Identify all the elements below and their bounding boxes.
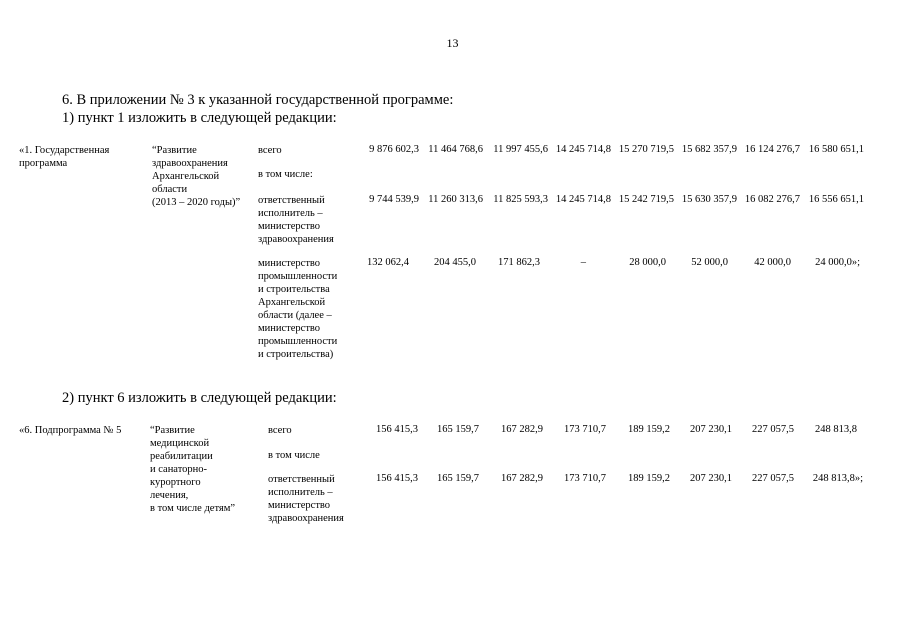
value-cell: 11 260 313,6 — [428, 194, 483, 205]
value-cell: 15 270 719,5 — [618, 144, 674, 155]
value-cell: 24 000,0»; — [815, 257, 860, 268]
row-label: всего — [258, 145, 282, 156]
value-cell: 156 415,3 — [376, 473, 418, 484]
value-cell: 16 556 651,1 — [808, 194, 864, 205]
value-cell: 16 082 276,7 — [744, 194, 800, 205]
value-cell: 173 710,7 — [564, 473, 606, 484]
value-cell: 207 230,1 — [690, 424, 732, 435]
value-cell: 227 057,5 — [752, 473, 794, 484]
section-heading: 6. В приложении № 3 к указанной государственной программе: — [62, 92, 454, 108]
page-number: 13 — [446, 36, 459, 50]
program-name: «1. Государственная программа — [19, 145, 110, 169]
program-title: “Развитие здравоохранения Архангельской области (2013 – 2020 годы)” — [152, 145, 241, 208]
row-label: ответственный исполнитель – министерство здравоохранения — [268, 474, 344, 524]
value-cell: 14 245 714,8 — [555, 144, 611, 155]
subsection-heading-2: 2) пункт 6 изложить в следующей редакции: — [62, 390, 337, 406]
value-cell: 165 159,7 — [437, 473, 479, 484]
value-cell: 248 813,8»; — [812, 473, 863, 484]
value-cell: 204 455,0 — [434, 257, 476, 268]
value-cell: 167 282,9 — [501, 473, 543, 484]
value-cell: 9 876 602,3 — [369, 144, 419, 155]
subprogram-name: «6. Подпрограмма № 5 — [19, 425, 122, 436]
value-cell: 173 710,7 — [564, 424, 606, 435]
row-label: министерство промышленности и строительства Архангельской области (далее – министерство промышленности и строительства) — [258, 258, 338, 360]
value-cell: 9 744 539,9 — [369, 194, 419, 205]
value-cell: 167 282,9 — [501, 424, 543, 435]
row-label: в том числе: — [258, 169, 313, 180]
value-cell: 189 159,2 — [628, 473, 670, 484]
value-cell: 52 000,0 — [691, 257, 728, 268]
row-label: ответственный исполнитель – министерство здравоохранения — [258, 195, 334, 245]
value-cell: 11 825 593,3 — [493, 194, 548, 205]
value-cell: 42 000,0 — [754, 257, 791, 268]
value-cell: 189 159,2 — [628, 424, 670, 435]
value-cell: 207 230,1 — [690, 473, 732, 484]
value-cell: 15 242 719,5 — [618, 194, 674, 205]
value-cell: – — [580, 257, 586, 268]
value-cell: 132 062,4 — [367, 257, 409, 268]
value-cell: 171 862,3 — [498, 257, 540, 268]
value-cell: 227 057,5 — [752, 424, 794, 435]
subprogram-title: “Развитие медицинской реабилитации и санаторно- курортного лечения, в том числе детям” — [150, 425, 236, 514]
value-cell: 16 124 276,7 — [744, 144, 800, 155]
row-label: в том числе — [268, 450, 320, 461]
subsection-heading-1: 1) пункт 1 изложить в следующей редакции: — [62, 110, 337, 126]
value-cell: 28 000,0 — [629, 257, 666, 268]
value-cell: 165 159,7 — [437, 424, 479, 435]
value-cell: 14 245 714,8 — [555, 194, 611, 205]
value-cell: 156 415,3 — [376, 424, 418, 435]
value-cell: 15 682 357,9 — [681, 144, 737, 155]
value-cell: 16 580 651,1 — [808, 144, 864, 155]
value-cell: 11 997 455,6 — [493, 144, 548, 155]
value-cell: 11 464 768,6 — [428, 144, 483, 155]
value-cell: 15 630 357,9 — [681, 194, 737, 205]
row-label: всего — [268, 425, 292, 436]
value-cell: 248 813,8 — [815, 424, 857, 435]
